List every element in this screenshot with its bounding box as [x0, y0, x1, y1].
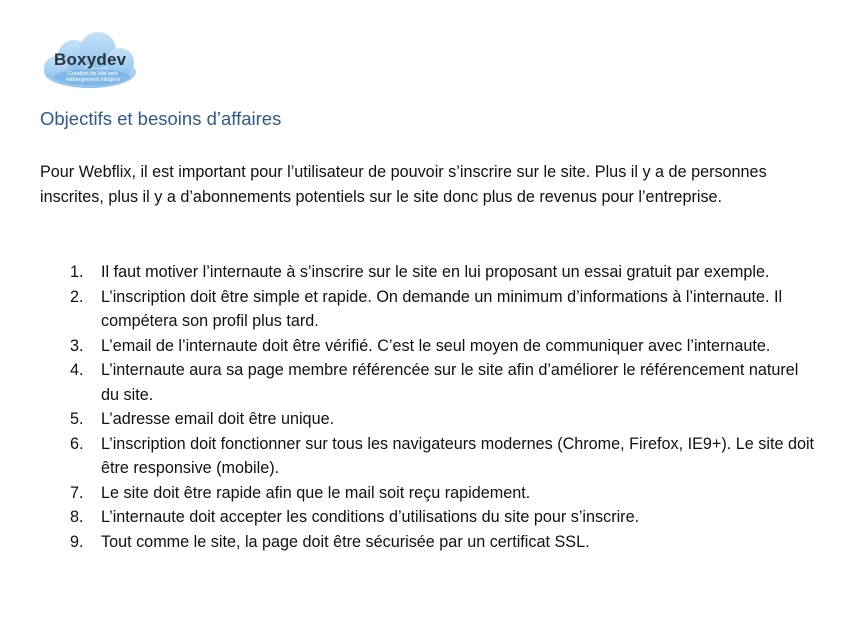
list-item	[40, 260, 820, 285]
list-item-text: Tout comme le site, la page doit être sécurisée par un certificat SSL.	[101, 532, 590, 551]
list-item-text: Il faut motiver l’internaute à s’inscrire sur le site en lui proposant un essai gratuit par exemple.	[101, 263, 770, 281]
list-item-number: 7.	[70, 483, 84, 502]
list-item-number: 5.	[70, 410, 84, 428]
logo-tagline: Création de site web Hébergement infogéré	[65, 71, 121, 83]
list-item	[40, 530, 820, 555]
list-item-number: 6.	[70, 434, 84, 453]
requirements-list	[40, 260, 820, 554]
list-item	[40, 285, 820, 334]
list-item-number: 2.	[70, 287, 84, 306]
list-item-text: L’internaute aura sa page membre référencée sur le site afin d’améliorer le référencement naturel du site.	[101, 361, 799, 404]
list-item-number: 3.	[70, 336, 84, 355]
boxydev-logo	[40, 30, 140, 90]
list-item-number: 9.	[70, 532, 84, 551]
list-item	[40, 407, 820, 432]
list-item-number: 1.	[70, 263, 84, 281]
intro-paragraph: Pour Webflix, il est important pour l’utilisateur de pouvoir s’inscrire sur le site. Plus il y a de personnes inscrites, plus il y a d’abonnements potentiels sur le site donc plus de revenus pour l’entreprise.	[40, 163, 767, 206]
list-item-number: 8.	[70, 508, 84, 526]
list-item-number: 4.	[70, 361, 84, 379]
logo-name: Boxydev	[54, 50, 127, 69]
list-item	[40, 505, 820, 530]
list-item	[40, 432, 820, 481]
list-item	[40, 358, 820, 407]
list-item-text: L’internaute doit accepter les conditions d’utilisations du site pour s’inscrire.	[101, 508, 640, 526]
list-item	[40, 481, 820, 506]
list-item-text: Le site doit être rapide afin que le mail soit reçu rapidement.	[101, 483, 531, 502]
list-item-text: L’inscription doit être simple et rapide. On demande un minimum d’informations à l’internaute. Il compétera son profil plus tard.	[101, 287, 783, 330]
list-item-text: L’email de l’internaute doit être vérifié. C’est le seul moyen de communiquer avec l’internaute.	[101, 336, 771, 355]
list-item	[40, 334, 820, 359]
list-item-text: L’adresse email doit être unique.	[101, 410, 335, 428]
list-item-text: L’inscription doit fonctionner sur tous les navigateurs modernes (Chrome, Firefox, IE9+). Le site doit être responsive (mobile).	[101, 434, 815, 477]
section-heading: Objectifs et besoins d’affaires	[40, 108, 282, 129]
